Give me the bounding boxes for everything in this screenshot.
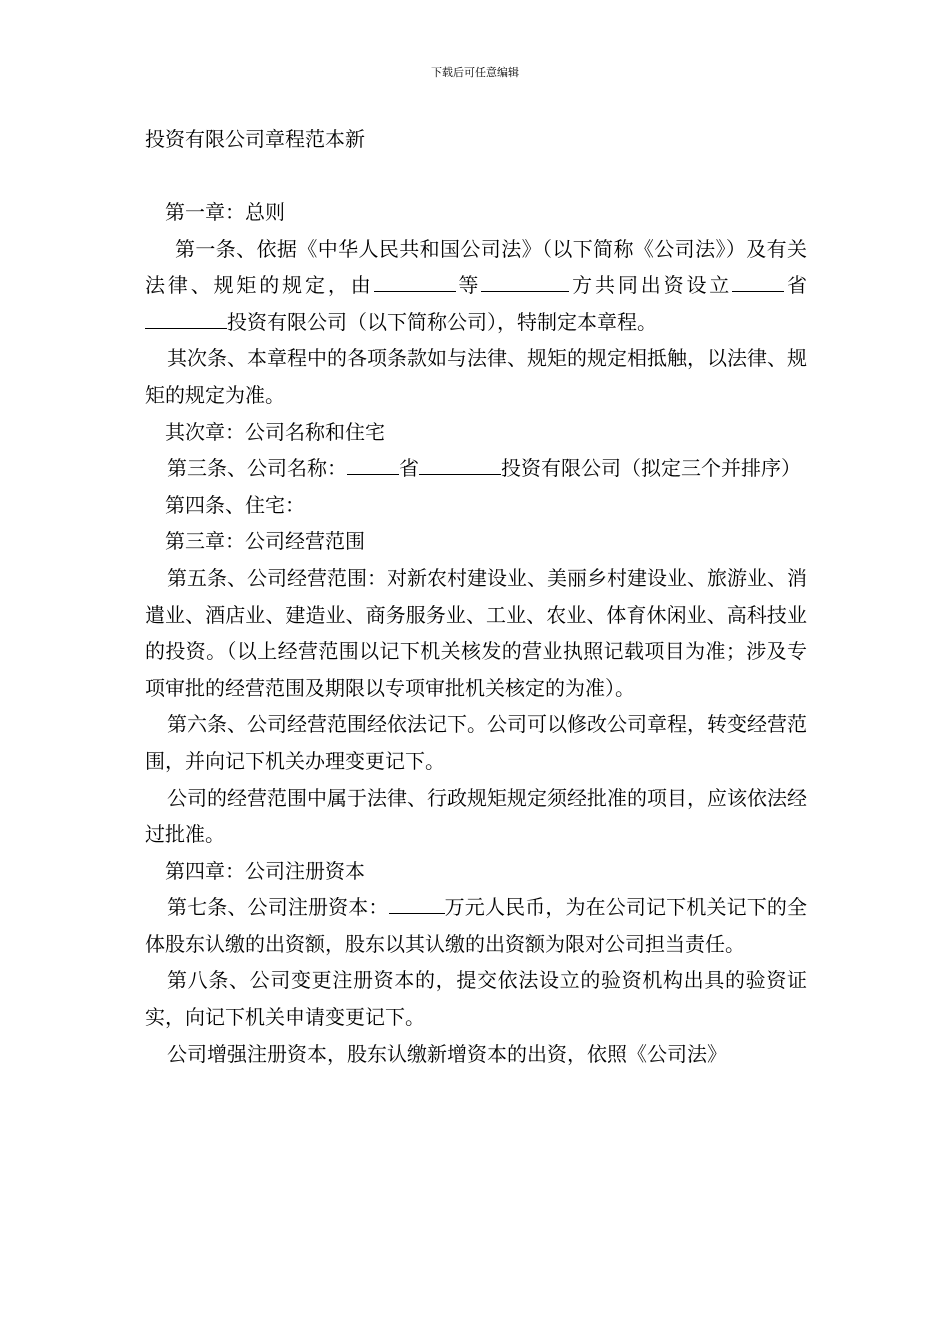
chapter-1-heading: 第一章：总则 — [165, 200, 285, 224]
article-3-text-b: 省 — [399, 456, 419, 481]
article-6: 第六条、公司经营范围经依法记下。公司可以修改公司章程，转变经营范围，并向记下机关办理变更记下。 — [145, 712, 807, 773]
article-3-text-a: 第三条、公司名称： — [167, 456, 347, 481]
article-8: 第八条、公司变更注册资本的，提交依法设立的验资机构出具的验资证实，向记下机关申请变更记下。 — [145, 968, 807, 1030]
article-3-text-c: 投资有限公司（拟定三个并排序） — [501, 456, 801, 481]
chapter-3-heading: 第三章：公司经营范围 — [165, 529, 365, 554]
article-1-text-a: 第一条、依据《中华人民共和国公司法》（以下简称《公司法》）及有关法律、规矩的规定，由 — [145, 236, 807, 298]
blank-field — [347, 453, 399, 475]
article-1-text-c: 方共同出资设立 — [569, 273, 733, 298]
blank-field — [481, 270, 569, 292]
chapter-4-heading: 第四章：公司注册资本 — [165, 858, 365, 883]
blank-field — [389, 892, 445, 914]
blank-field — [419, 453, 501, 475]
blank-field — [732, 270, 784, 292]
article-1-text-e: 投资有限公司（以下简称公司），特制定本章程。 — [227, 309, 657, 334]
article-7 — [145, 889, 807, 962]
blank-field — [374, 270, 456, 292]
chapter-2-heading: 其次章：公司名称和住宅 — [165, 419, 385, 444]
article-4: 第四条、住宅： — [165, 492, 305, 517]
article-5: 第五条、公司经营范围：对新农村建设业、美丽乡村建设业、旅游业、消遣业、酒店业、建造业、商务服务业、工业、农业、体育休闲业、高科技业的投资。（以上经营范围以记下机关核发的营业执照记载项目为准；涉及专项审批的经营范围及期限以专项审批机关核定的为准）。 — [145, 565, 807, 700]
article-7-text-b: 万元人民币，为在公司记下机关记下的全体股东认缴的出资额，股东以其认缴的出资额为限对公司担当责任。 — [145, 895, 808, 956]
article-1 — [145, 231, 807, 341]
header-note: 下载后可任意编辑 — [431, 66, 519, 79]
article-2: 其次条、本章程中的各项条款如与法律、规矩的规定相抵触，以法律、规矩的规定为准。 — [145, 346, 807, 407]
blank-field — [145, 307, 227, 329]
article-3 — [145, 450, 807, 487]
article-8-paragraph-2: 公司增强注册资本，股东认缴新增资本的出资，依照《公司法》 — [167, 1041, 727, 1066]
article-7-text-a: 第七条、公司注册资本： — [167, 895, 389, 920]
document-title: 投资有限公司章程范本新 — [145, 127, 365, 151]
article-6-paragraph-2: 公司的经营范围中属于法律、行政规矩规定须经批准的项目，应该依法经过批准。 — [145, 785, 807, 847]
article-1-text-d: 省 — [784, 273, 808, 298]
article-1-text-b: 等 — [455, 273, 482, 298]
document-body — [145, 194, 807, 1072]
